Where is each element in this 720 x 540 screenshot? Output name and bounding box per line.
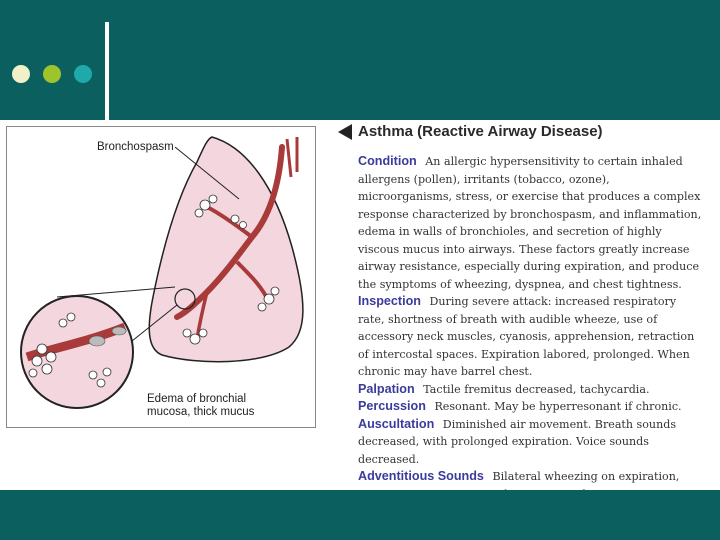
alveolus	[37, 344, 47, 354]
alveolus	[59, 319, 67, 327]
alveolus	[183, 329, 191, 337]
adventitious-heading: Adventitious Sounds	[358, 469, 484, 483]
auscultation-heading: Auscultation	[358, 416, 435, 431]
section-palpation	[358, 381, 703, 399]
alveolus	[264, 294, 274, 304]
alveolus	[209, 195, 217, 203]
label-bronchospasm: Bronchospasm	[97, 141, 174, 153]
bullet-dot-cream	[12, 65, 30, 83]
left-triangle-icon	[338, 124, 352, 140]
alveolus	[32, 356, 42, 366]
asthma-illustration	[6, 126, 316, 428]
adventitious-text: Bilateral wheezing on expiration,	[492, 470, 680, 483]
palpation-heading: Palpation	[358, 381, 415, 396]
mucus-plug	[89, 336, 105, 346]
auscultation-text: Diminished air movement. Breath sounds decreased, with prolonged expiration. Voice sounds decreased.	[358, 417, 677, 466]
section-inspection	[358, 293, 703, 381]
asthma-text	[358, 120, 703, 503]
header-divider	[105, 22, 109, 120]
alveolus	[199, 329, 207, 337]
lung-diagram	[7, 127, 315, 427]
label-edema-line2: mucosa, thick mucus	[147, 406, 255, 418]
percussion-text: Resonant. May be hyperresonant if chronic.	[434, 400, 682, 413]
section-condition	[358, 153, 703, 293]
alveolus	[67, 313, 75, 321]
alveolus	[271, 287, 279, 295]
alveolus	[103, 368, 111, 376]
condition-heading: Condition	[358, 154, 417, 168]
condition-text: An allergic hypersensitivity to certain inhaled allergens (pollen), irritants (tobacco, ozone), microorganisms, stress, or exercise that produces a complex response characterized by bronchospasm, and inflammation, edema in walls of bronchioles, and secretion of highly viscous mucus into airways. These factors greatly increase airway resistance, especially during expiration, and produce the symptoms of wheezing, dyspnea, and chest tightness.	[358, 155, 702, 291]
section-auscultation	[358, 416, 703, 469]
title-text: Asthma (Reactive Airway Disease)	[358, 123, 603, 140]
alveolus	[97, 379, 105, 387]
alveolus	[89, 371, 97, 379]
alveolus	[190, 334, 200, 344]
alveolus	[200, 200, 210, 210]
palpation-text: Tactile fremitus decreased, tachycardia.	[423, 382, 650, 396]
bullet-dot-teal	[74, 65, 92, 83]
percussion-heading: Percussion	[358, 399, 426, 413]
alveolus	[195, 209, 203, 217]
alveolus	[258, 303, 266, 311]
alveolus	[29, 369, 37, 377]
trachea-lines	[287, 137, 297, 177]
alveolus	[42, 364, 52, 374]
alveolus	[240, 222, 247, 229]
section-percussion	[358, 398, 703, 416]
alveolus	[231, 215, 239, 223]
alveolus	[46, 352, 56, 362]
inspection-text: During severe attack: increased respiratory rate, shortness of breath with audible wheeze, use of accessory neck muscles, cyanosis, apprehension, retraction of intercostal spaces. Expiration labored, prolonged. When chronic may have barrel chest.	[358, 295, 695, 378]
bullet-dot-green	[43, 65, 61, 83]
mucus-plug	[112, 327, 126, 335]
page-title	[358, 123, 703, 140]
label-edema-line1: Edema of bronchial	[147, 393, 247, 405]
inspection-heading: Inspection	[358, 294, 421, 308]
footer-bar	[0, 490, 720, 540]
